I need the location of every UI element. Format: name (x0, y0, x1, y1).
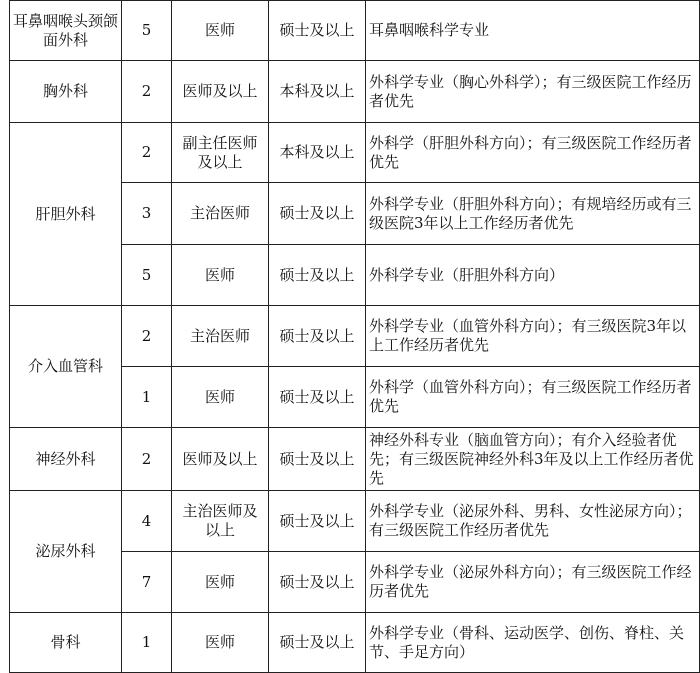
requirement-cell: 耳鼻咽喉科学专业 (366, 1, 700, 61)
count-cell: 2 (122, 61, 172, 123)
table-row (10, 491, 700, 552)
count-cell: 7 (122, 552, 172, 613)
department-cell: 泌尿外科 (10, 491, 122, 613)
education-cell: 硕士及以上 (269, 367, 366, 428)
requirement-cell: 外科学（血管外科方向）；有三级医院工作经历者优先 (366, 367, 700, 428)
education-cell: 硕士及以上 (269, 245, 366, 306)
title-cell: 医师 (172, 367, 269, 428)
table-row (10, 61, 700, 123)
education-cell: 硕士及以上 (269, 183, 366, 245)
recruitment-table (9, 0, 700, 673)
table-row (10, 428, 700, 491)
title-cell: 副主任医师及以上 (172, 123, 269, 183)
education-cell: 本科及以上 (269, 123, 366, 183)
department-cell: 耳鼻咽喉头颈颌面外科 (10, 1, 122, 61)
table-row (10, 1, 700, 61)
department-cell: 神经外科 (10, 428, 122, 491)
count-cell: 4 (122, 491, 172, 552)
requirement-cell: 外科学专业（肝胆外科方向） (366, 245, 700, 306)
requirement-cell: 外科学专业（泌尿外科方向）；有三级医院工作经历者优先 (366, 552, 700, 613)
count-cell: 2 (122, 123, 172, 183)
title-cell: 医师 (172, 1, 269, 61)
title-cell: 医师 (172, 552, 269, 613)
education-cell: 硕士及以上 (269, 428, 366, 491)
title-cell: 主治医师 (172, 183, 269, 245)
title-cell: 主治医师及以上 (172, 491, 269, 552)
requirement-cell: 神经外科专业（脑血管方向）；有介入经验者优先；有三级医院神经外科3年及以上工作经历者优先 (366, 428, 700, 491)
education-cell: 硕士及以上 (269, 491, 366, 552)
count-cell: 3 (122, 183, 172, 245)
education-cell: 硕士及以上 (269, 1, 366, 61)
title-cell: 医师及以上 (172, 61, 269, 123)
title-cell: 医师 (172, 613, 269, 673)
department-cell: 介入血管科 (10, 306, 122, 428)
title-cell: 医师 (172, 245, 269, 306)
requirement-cell: 外科学专业（胸心外科学）；有三级医院工作经历者优先 (366, 61, 700, 123)
count-cell: 5 (122, 245, 172, 306)
table-row (10, 613, 700, 673)
education-cell: 硕士及以上 (269, 552, 366, 613)
department-cell: 骨科 (10, 613, 122, 673)
table-row (10, 306, 700, 367)
education-cell: 硕士及以上 (269, 306, 366, 367)
requirement-cell: 外科学专业（血管外科方向）；有三级医院3年以上工作经历者优先 (366, 306, 700, 367)
table-row (10, 123, 700, 183)
requirement-cell: 外科学专业（骨科、运动医学、创伤、脊柱、关节、手足方向） (366, 613, 700, 673)
count-cell: 2 (122, 306, 172, 367)
count-cell: 2 (122, 428, 172, 491)
count-cell: 5 (122, 1, 172, 61)
department-cell: 胸外科 (10, 61, 122, 123)
count-cell: 1 (122, 367, 172, 428)
title-cell: 医师及以上 (172, 428, 269, 491)
department-cell: 肝胆外科 (10, 123, 122, 306)
requirement-cell: 外科学专业（泌尿外科、男科、女性泌尿方向）；有三级医院工作经历者优先 (366, 491, 700, 552)
requirement-cell: 外科学（肝胆外科方向）；有三级医院工作经历者优先 (366, 123, 700, 183)
education-cell: 本科及以上 (269, 61, 366, 123)
requirement-cell: 外科学专业（肝胆外科方向）；有规培经历或有三级医院3年以上工作经历者优先 (366, 183, 700, 245)
education-cell: 硕士及以上 (269, 613, 366, 673)
count-cell: 1 (122, 613, 172, 673)
title-cell: 主治医师 (172, 306, 269, 367)
